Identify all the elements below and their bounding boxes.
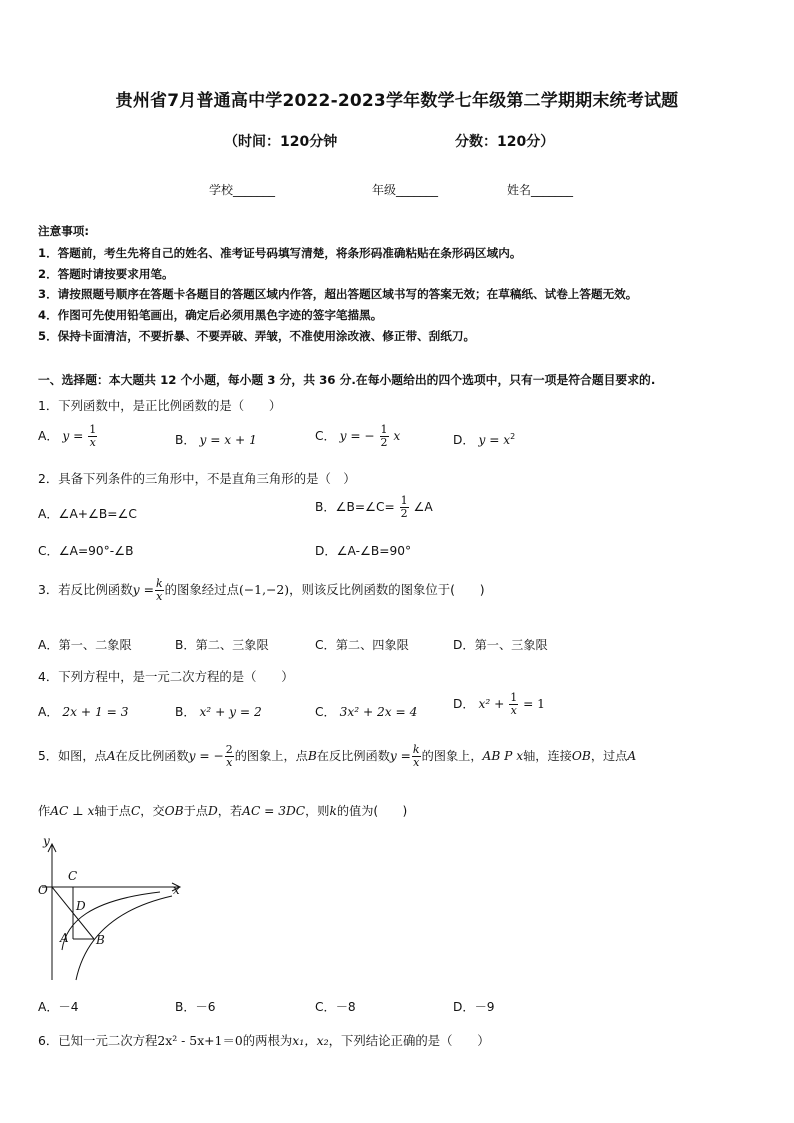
exam-title: 贵州省7月普通高中学2022-2023学年数学七年级第二学期期末统考试题 bbox=[115, 91, 679, 111]
notice-item: 1．答题前，考生先将自己的姓名、准考证号码填写清楚，将条形码准确粘贴在条形码区域内。 bbox=[38, 246, 522, 260]
label-x: x bbox=[173, 883, 180, 897]
question-5-stem-line1: 5．如图，点A在反比例函数y = − $\frac{2}{x}$ 的图象上，点B在反比例函数y = $\frac{k}{x}$ 的图象上，AB P x轴，连接OB，过点A bbox=[38, 743, 637, 769]
exam-time: （时间：120分钟 bbox=[224, 134, 338, 150]
q2-option-a: A．∠A+∠B=∠C bbox=[38, 507, 137, 521]
q5-figure bbox=[30, 832, 190, 984]
q5-option-c: C．－8 bbox=[315, 1000, 356, 1014]
question-1-stem: 1．下列函数中，是正比例函数的是（ ） bbox=[38, 398, 282, 413]
label-c: C bbox=[68, 869, 78, 883]
q4-option-b: B． x² + y = 2 bbox=[175, 705, 262, 719]
q3-option-c: C．第二、四象限 bbox=[315, 638, 409, 652]
q1-option-c: C． y = − $\frac{1}{2}$ x bbox=[315, 423, 401, 449]
label-a: A bbox=[60, 931, 69, 945]
section-heading: 一、选择题：本大题共 12 个小题，每小题 3 分，共 36 分.在每小题给出的四个选项中，只有一项是符合题目要求的. bbox=[38, 373, 656, 387]
q2-option-d: D．∠A-∠B=90° bbox=[315, 544, 412, 558]
curve-k bbox=[76, 896, 172, 980]
q4-option-c: C． 3x² + 2x = 4 bbox=[315, 705, 418, 719]
q1-option-b: B． y = x + 1 bbox=[175, 433, 257, 447]
q1-option-a: A． y = $\frac{1}{x}$ bbox=[38, 423, 97, 449]
notice-item: 3．请按照题号顺序在答题卡各题目的答题区域内作答，超出答题区域书写的答案无效；在草稿纸、试卷上答题无效。 bbox=[38, 287, 638, 301]
notice-heading: 注意事项: bbox=[38, 224, 90, 238]
q4-option-d: D． x² + $\frac{1}{x}$ = 1 bbox=[453, 691, 545, 717]
q3-option-b: B．第二、三象限 bbox=[175, 638, 269, 652]
name-field[interactable]: 姓名_______ bbox=[507, 183, 574, 197]
question-4-stem: 4．下列方程中，是一元二次方程的是（ ） bbox=[38, 669, 294, 684]
q3-option-a: A．第一、二象限 bbox=[38, 638, 132, 652]
grade-field[interactable]: 年级_______ bbox=[372, 183, 439, 197]
q5-option-d: D．－9 bbox=[453, 1000, 495, 1014]
label-y: y bbox=[43, 834, 50, 848]
question-5-stem-line2: 作AC ⊥ x轴于点C，交OB于点D，若AC = 3DC，则k的值为( ) bbox=[38, 804, 408, 818]
notice-item: 4．作图可先使用铅笔画出，确定后必须用黑色字迹的签字笔描黑。 bbox=[38, 308, 383, 322]
question-3-stem: 3．若反比例函数y = $\frac{k}{x}$ 的图象经过点(−1,−2)，则该反比例函数的图象位于( ) bbox=[38, 577, 485, 603]
question-6-stem: 6．已知一元二次方程2x² - 5x+1＝0的两根为x₁，x₂，下列结论正确的是（ ） bbox=[38, 1033, 490, 1048]
notice-item: 2．答题时请按要求用笔。 bbox=[38, 267, 174, 281]
q5-option-b: B．－6 bbox=[175, 1000, 216, 1014]
q1-option-d: D． $y = x^2$ bbox=[453, 431, 516, 447]
label-o: O bbox=[38, 883, 48, 897]
exam-score: 分数：120分） bbox=[455, 134, 555, 150]
label-b: B bbox=[96, 933, 105, 947]
q2-option-b: B．∠B=∠C= $\frac{1}{2}$ ∠A bbox=[315, 494, 433, 520]
question-2-stem: 2．具备下列条件的三角形中，不是直角三角形的是（ ） bbox=[38, 471, 356, 486]
q5-option-a: A．－4 bbox=[38, 1000, 79, 1014]
q2-option-c: C．∠A=90°-∠B bbox=[38, 544, 134, 558]
school-field[interactable]: 学校_______ bbox=[209, 183, 276, 197]
q3-option-d: D．第一、三象限 bbox=[453, 638, 548, 652]
notice-item: 5．保持卡面清洁，不要折暴、不要弄破、弄皱，不准使用涂改液、修正带、刮纸刀。 bbox=[38, 329, 476, 343]
label-d: D bbox=[76, 899, 86, 913]
q4-option-a: A． 2x + 1 = 3 bbox=[38, 705, 129, 719]
